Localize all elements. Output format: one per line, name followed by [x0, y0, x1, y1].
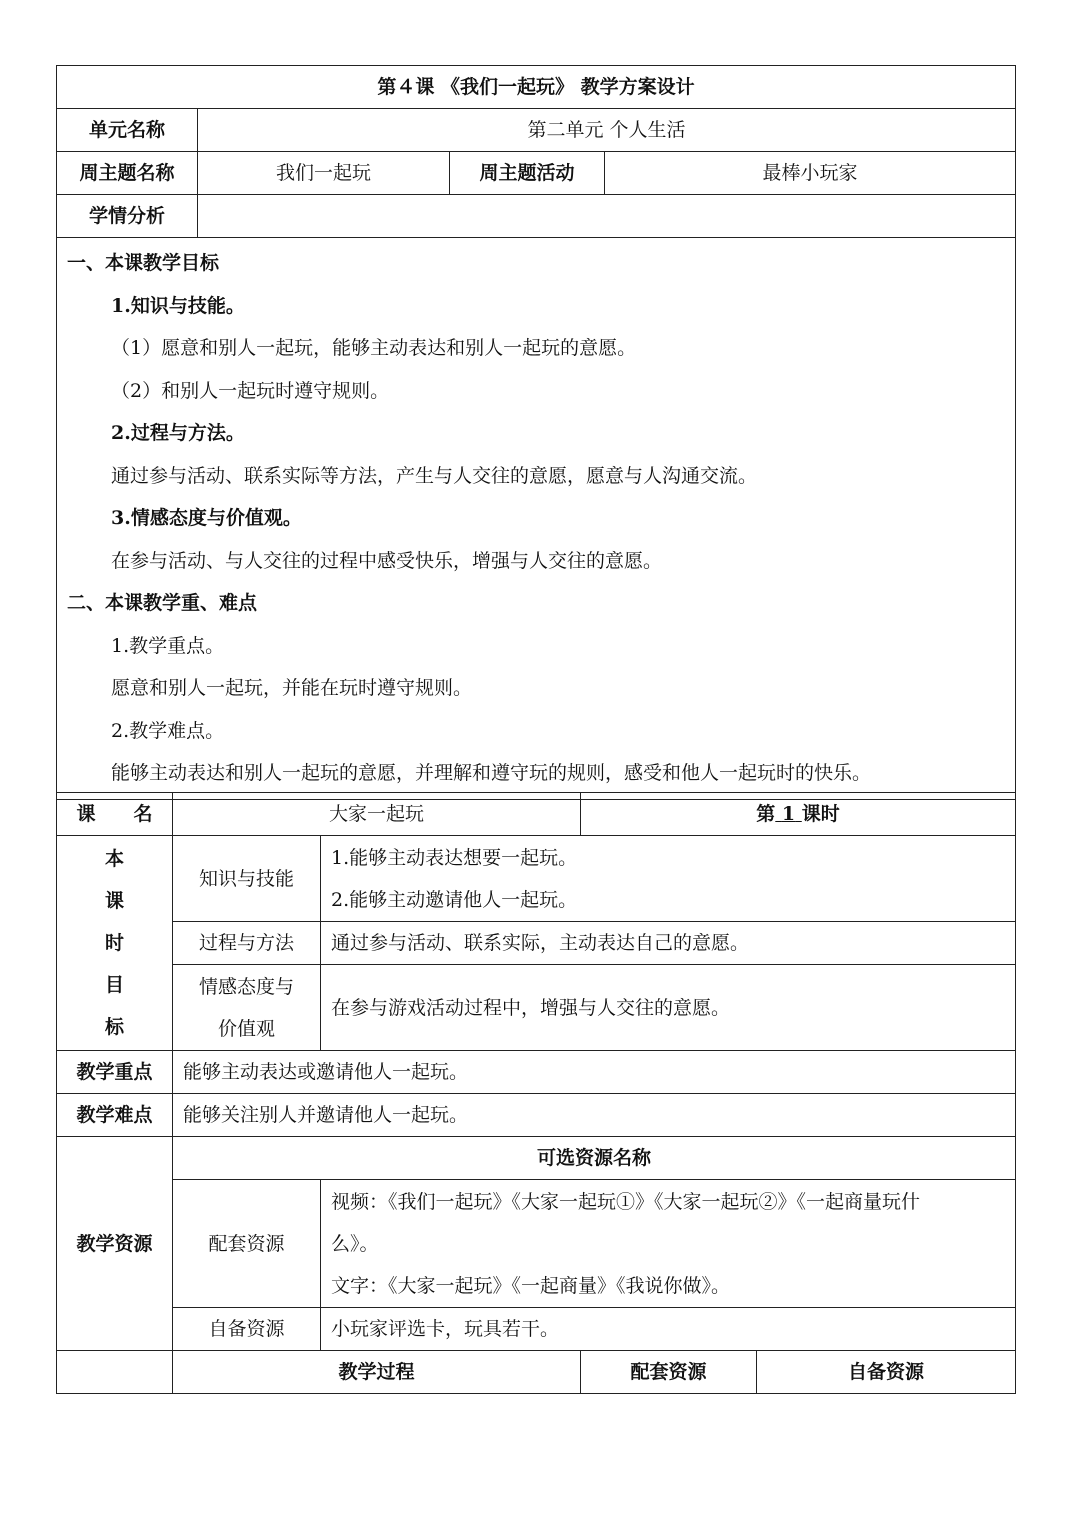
lesson-goal-label: [57, 836, 173, 1051]
lesson-name-label: 课 名: [57, 793, 173, 836]
goal-char-4: 目: [104, 974, 124, 996]
period-number: [775, 803, 801, 825]
unit-value: 第二单元 个人生活: [198, 109, 1016, 152]
emotion-value-heading: 3.情感态度与价值观。: [111, 507, 302, 529]
lesson-period: [581, 793, 1016, 836]
week-theme-value: 我们一起玩: [198, 152, 450, 195]
knowledge-skill-item-1: （1）愿意和别人一起玩，能够主动表达和别人一起玩的意愿。: [111, 337, 637, 359]
emotion-value: 在参与游戏活动过程中，增强与人交往的意愿。: [321, 965, 1016, 1051]
knowledge-item-1: 1.能够主动表达想要一起玩。: [331, 846, 578, 869]
analysis-label: 学情分析: [57, 195, 198, 238]
self-resource-label: 自备资源: [173, 1308, 321, 1351]
process-label: 过程与方法: [173, 922, 321, 965]
resource-label: 教学资源: [57, 1137, 173, 1351]
period-prefix: 第: [756, 803, 776, 825]
knowledge-label: 知识与技能: [173, 836, 321, 922]
week-theme-label: 周主题名称: [57, 152, 198, 195]
goal-char-5: 标: [104, 1016, 124, 1038]
teaching-difficulty-heading: 2.教学难点。: [111, 719, 225, 742]
difficulty-value: 能够关注别人并邀请他人一起玩。: [173, 1094, 1016, 1137]
resource-header: 可选资源名称: [173, 1137, 1016, 1180]
key-difficulty-heading: 二、本课教学重、难点: [67, 592, 258, 614]
unit-label: 单元名称: [57, 109, 198, 152]
supporting-resource-label: 配套资源: [173, 1180, 321, 1308]
knowledge-skill-item-2: （2）和别人一起玩时遵守规则。: [111, 379, 390, 402]
key-point-label: 教学重点: [57, 1051, 173, 1094]
process-header-blank: [57, 1351, 173, 1394]
teaching-key-heading: 1.教学重点。: [111, 634, 225, 657]
supporting-resource-line-2: 么》。: [331, 1232, 379, 1255]
self-resource-header: 自备资源: [757, 1351, 1016, 1394]
self-resource-value: 小玩家评选卡，玩具若干。: [321, 1308, 1016, 1351]
week-activity-label: 周主题活动: [450, 152, 605, 195]
goal-char-2: 课: [104, 890, 124, 912]
period-suffix: 课时: [801, 803, 840, 825]
lesson-plan-header-table: [56, 65, 1016, 800]
objectives-heading: 一、本课教学目标: [67, 252, 220, 274]
process-method-text: 通过参与活动、联系实际等方法，产生与人交往的意愿，愿意与人沟通交流。: [111, 464, 758, 487]
emotion-value-text: 在参与活动、与人交往的过程中感受快乐，增强与人交往的意愿。: [111, 549, 663, 572]
difficulty-label: 教学难点: [57, 1094, 173, 1137]
knowledge-skill-heading: 1.知识与技能。: [111, 294, 245, 317]
process-value: 通过参与活动、联系实际，主动表达自己的意愿。: [321, 922, 1016, 965]
supporting-resource-line-3: 文字：《大家一起玩》《一起商量》《我说你做》。: [331, 1274, 731, 1297]
knowledge-item-2: 2.能够主动邀请他人一起玩。: [331, 888, 578, 911]
page-title: 第４课 《我们一起玩》 教学方案设计: [57, 66, 1016, 109]
supporting-resource-line-1: 视频：《我们一起玩》《大家一起玩①》《大家一起玩②》《一起商量玩什: [331, 1190, 921, 1213]
objectives-section: [57, 238, 1016, 800]
week-activity-value: 最棒小玩家: [605, 152, 1016, 195]
lesson-name-value: 大家一起玩: [173, 793, 581, 836]
supporting-resource-header: 配套资源: [581, 1351, 757, 1394]
teaching-difficulty-text: 能够主动表达和别人一起玩的意愿，并理解和遵守玩的规则，感受和他人一起玩时的快乐。: [111, 762, 872, 784]
supporting-resource-list: [321, 1180, 1016, 1308]
analysis-value: [198, 195, 1016, 238]
goal-char-3: 时: [104, 932, 124, 954]
lesson-detail-table: [56, 792, 1016, 1394]
emotion-label-line-2: 价值观: [217, 1017, 275, 1040]
teaching-process-header: 教学过程: [173, 1351, 581, 1394]
process-method-heading: 2.过程与方法。: [111, 422, 245, 444]
key-point-value: 能够主动表达或邀请他人一起玩。: [173, 1051, 1016, 1094]
goal-char-1: 本: [104, 848, 124, 870]
emotion-label: [173, 965, 321, 1051]
knowledge-items: [321, 836, 1016, 922]
period-number-value: 1: [781, 803, 796, 825]
teaching-key-text: 愿意和别人一起玩，并能在玩时遵守规则。: [111, 677, 473, 699]
emotion-label-line-1: 情感态度与: [198, 975, 294, 998]
